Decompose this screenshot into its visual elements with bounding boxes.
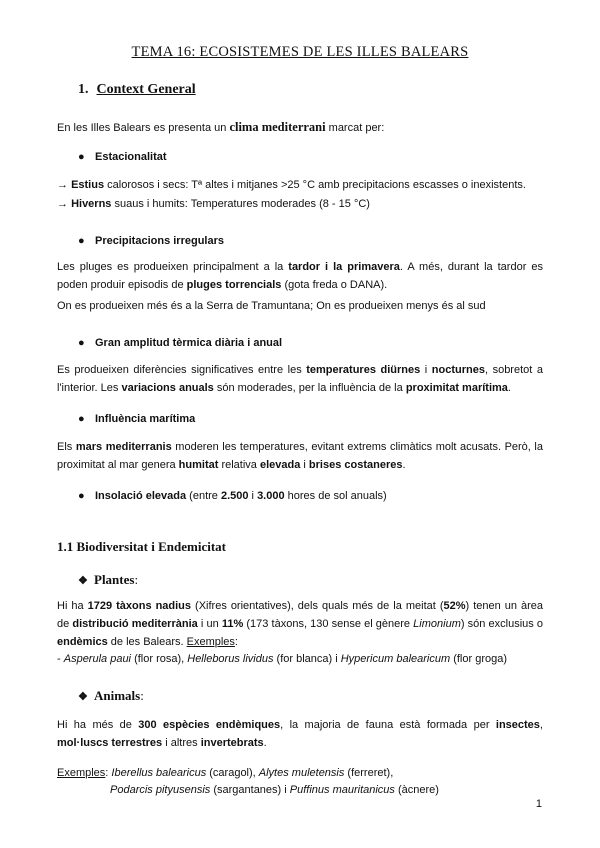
text: són moderades, per la influència de la <box>213 382 406 394</box>
text: , <box>539 719 543 731</box>
bullet-heading: Gran amplitud tèrmica diària i anual <box>95 337 283 349</box>
italic-text: Limonium <box>413 618 461 630</box>
text: hores de sol anuals) <box>284 490 387 502</box>
bullet-precipitacions <box>78 235 224 247</box>
bold-text: brises costaneres <box>308 459 403 471</box>
text: Hi ha <box>57 600 88 612</box>
intro-bold: clima mediterrani <box>229 120 326 134</box>
text: . <box>263 737 267 749</box>
text: Les pluges es produeixen principalment a la <box>57 261 289 273</box>
bold-text: humitat <box>178 459 219 471</box>
bold-text: elevada <box>259 459 301 471</box>
amplitud-paragraph <box>57 361 543 397</box>
bullet-estacionalitat <box>78 151 167 163</box>
section-number: 1. <box>78 82 89 97</box>
animals-label: Animals <box>94 688 141 703</box>
text: ) són exclusius o <box>460 618 544 630</box>
text: Hi ha més de <box>57 719 139 731</box>
plantes-label: Plantes <box>94 572 135 587</box>
intro-text: En les Illes Balears es presenta un <box>57 122 230 134</box>
species-name: Podarcis pityusensis <box>110 784 211 796</box>
species-name: Alytes muletensis <box>258 767 345 779</box>
bold-text: 1729 tàxons nadius <box>87 600 192 612</box>
text: relativa <box>218 459 260 471</box>
bold-text: invertebrats <box>200 737 264 749</box>
colon: : <box>140 688 144 703</box>
bold-text: mars mediterranis <box>75 441 172 453</box>
intro-text-end: marcat per: <box>325 122 385 134</box>
section-title: Context General <box>96 82 196 97</box>
page-number: 1 <box>535 798 542 810</box>
text: (Xifres orientatives), dels quals més de la meitat ( <box>191 600 444 612</box>
intro-paragraph <box>57 118 543 137</box>
bold-text: mol·luscs terrestres <box>57 737 163 749</box>
page-title: TEMA 16: ECOSISTEMES DE LES ILLES BALEARS <box>131 44 469 60</box>
hiverns-line <box>57 195 543 213</box>
text: i altres <box>162 737 201 749</box>
bold-text: temperatures diürnes <box>306 364 421 376</box>
bold-text: 11% <box>221 618 244 630</box>
underlined-text: Exemples <box>57 767 106 779</box>
bullet-influencia-maritima <box>78 413 195 425</box>
text: , sobretot a l'interior. Les <box>57 364 543 394</box>
diamond-bullet-icon: ❖ <box>78 691 88 703</box>
bullet-insolacio <box>78 490 387 502</box>
precipitacions-paragraph <box>57 258 543 294</box>
text: i <box>300 459 309 471</box>
bold-text: 3.000 <box>257 490 285 502</box>
bold-text: distribució mediterrània <box>72 618 198 630</box>
bold-text: proximitat marítima <box>405 382 508 394</box>
plantes-heading <box>78 572 138 588</box>
bold-text: variacions anuals <box>121 382 214 394</box>
text: . A més, durant la tardor es poden produir episodis de <box>57 261 543 291</box>
colon: : <box>134 572 139 587</box>
species-name: Puffinus mauritanicus <box>289 784 395 796</box>
species-name: Hypericum balearicum <box>340 653 451 665</box>
species-name: Iberellus balearicus <box>111 767 207 779</box>
plantes-examples <box>57 650 543 668</box>
diamond-bullet-icon: ❖ <box>78 575 88 587</box>
bullet-dot: ● <box>78 337 85 349</box>
bullet-dot: ● <box>78 413 85 425</box>
species-name: Helleborus lividus <box>187 653 274 665</box>
text: i un <box>197 618 222 630</box>
text: (for blanca) i <box>273 653 341 665</box>
bullet-heading: Insolació elevada <box>95 490 187 502</box>
bullet-heading: Influència marítima <box>95 413 196 425</box>
hiverns-text: suaus i humits: Temperatures moderades (8 - 15 °C) <box>111 198 370 210</box>
text: (àcnere) <box>394 784 439 796</box>
text: (caragol), <box>206 767 259 779</box>
text: . <box>402 459 406 471</box>
bold-text: nocturnes <box>431 364 485 376</box>
text: de les Balears. <box>107 636 187 648</box>
text: : <box>234 636 238 648</box>
tramuntana-paragraph: On es produeixen més és a la Serra de Tramuntana; On es produeixen menys és al sud <box>57 300 486 312</box>
estius-bold: Estius <box>71 179 105 191</box>
text: Els <box>57 441 76 453</box>
bullet-dot: ● <box>78 151 85 163</box>
bullet-heading: Precipitacions irregulars <box>95 235 224 247</box>
text: , la majoria de fauna està formada per <box>280 719 496 731</box>
hiverns-bold: Hiverns <box>71 198 112 210</box>
bold-text: endèmics <box>57 636 108 648</box>
animals-paragraph <box>57 716 543 752</box>
text: Es produeixen diferències significatives entre les <box>57 364 307 376</box>
underlined-text: Exemples <box>186 636 235 648</box>
bullet-heading: Estacionalitat <box>95 151 167 163</box>
text: moderen les temperatures, evitant extrems climàtics molt acusats. Però, la proximitat al mar genera <box>57 441 543 471</box>
text: ) tenen un àrea de <box>57 600 543 630</box>
text: (173 tàxons, 130 sense el gènere <box>243 618 414 630</box>
text: (ferreret), <box>344 767 394 779</box>
bold-text: pluges torrencials <box>186 279 282 291</box>
text: (gota freda o DANA). <box>281 279 388 291</box>
text: (flor rosa), <box>131 653 188 665</box>
estius-line <box>57 176 543 194</box>
animals-examples-line1 <box>57 764 543 782</box>
text: (flor groga) <box>450 653 508 665</box>
animals-heading <box>78 688 144 704</box>
plantes-paragraph <box>57 597 543 651</box>
arrow: → <box>57 198 72 210</box>
text: . <box>507 382 511 394</box>
animals-examples-line2 <box>110 781 550 799</box>
text: (sargantanes) i <box>210 784 290 796</box>
text: i <box>420 364 432 376</box>
section-1-1-heading: 1.1 Biodiversitat i Endemicitat <box>57 539 226 554</box>
section-1-heading <box>78 82 196 98</box>
text: i <box>248 490 258 502</box>
text: (entre <box>186 490 221 502</box>
bold-text: 2.500 <box>220 490 249 502</box>
bullet-amplitud-termica <box>78 337 282 349</box>
bold-text: insectes <box>495 719 540 731</box>
bullet-dot: ● <box>78 235 85 247</box>
species-name: Asperula paui <box>63 653 132 665</box>
bullet-dot: ● <box>78 490 85 502</box>
estius-text: calorosos i secs: Tª altes i mitjanes >25 °C amb precipitacions escasses o inexistents. <box>104 179 526 191</box>
arrow: → <box>57 179 72 191</box>
bold-text: 52% <box>443 600 466 612</box>
text: : <box>105 767 112 779</box>
text: - <box>57 653 64 665</box>
bold-text: 300 espècies endèmiques <box>138 719 281 731</box>
bold-text: tardor i la primavera <box>288 261 400 273</box>
influencia-paragraph <box>57 438 543 474</box>
